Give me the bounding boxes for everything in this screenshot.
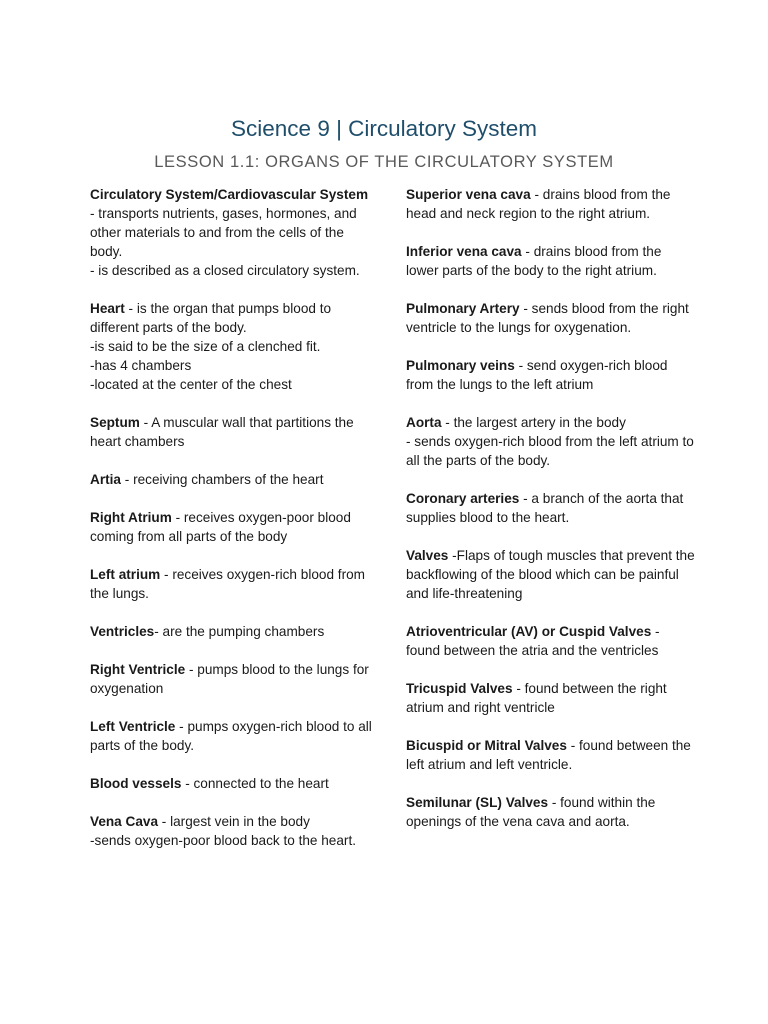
entry-definition-line: [406, 679, 696, 717]
glossary-entry: [406, 736, 696, 774]
entry-term: Septum: [90, 415, 140, 430]
entry-term: Vena Cava: [90, 814, 159, 829]
entry-definition: - receiving chambers of the heart: [120, 472, 324, 487]
right-column: [406, 185, 696, 850]
page-title: Science 9 | Circulatory System: [231, 116, 537, 141]
entry-definition-line: [90, 470, 372, 489]
entry-definition: - found between the atria and the ventricles: [406, 624, 660, 658]
entry-note: -is said to be the size of a clenched fit.: [90, 339, 321, 354]
entry-definition-line: [406, 546, 696, 603]
entry-term: Right Ventricle: [90, 662, 186, 677]
entry-definition: - found between the left atrium and left ventricle.: [406, 738, 691, 772]
entry-definition: - receives oxygen-rich blood from the lungs.: [90, 567, 365, 601]
entry-definition-line: [406, 185, 696, 223]
entry-definition: - A muscular wall that partitions the heart chambers: [90, 415, 354, 449]
entry-term: Semilunar (SL) Valves: [406, 795, 549, 810]
entry-definition-line: [406, 622, 696, 660]
glossary-entry: [90, 717, 372, 755]
entry-note: -has 4 chambers: [90, 358, 192, 373]
entry-definition: - found within the openings of the vena cava and aorta.: [406, 795, 656, 829]
entry-definition: - transports nutrients, gases, hormones, and other materials to and from the cells of the body.: [90, 206, 357, 259]
entry-note: -sends oxygen-poor blood back to the heart.: [90, 833, 357, 848]
entry-term: Inferior vena cava: [406, 244, 522, 259]
entry-definition: - largest vein in the body: [158, 814, 310, 829]
entry-definition-line: [406, 736, 696, 774]
entry-definition: - found between the right atrium and right ventricle: [406, 681, 667, 715]
entry-term: Valves: [406, 548, 449, 563]
glossary-entry: [406, 622, 696, 660]
entry-definition-line: [90, 717, 372, 755]
entry-definition-line: [90, 413, 372, 451]
entry-definition: -Flaps of tough muscles that prevent the backflowing of the blood which can be painful and life-threatening: [406, 548, 695, 601]
entry-term: Bicuspid or Mitral Valves: [406, 738, 567, 753]
entry-definition: - sends blood from the right ventricle to the lungs for oxygenation.: [406, 301, 689, 335]
entry-definition: - the largest artery in the body: [441, 415, 626, 430]
entry-definition-line: [406, 793, 696, 831]
entry-definition-line: [406, 356, 696, 394]
glossary-entry: [406, 793, 696, 831]
entry-definition: - are the pumping chambers: [154, 624, 325, 639]
entry-term: Left atrium: [90, 567, 161, 582]
entry-term: Tricuspid Valves: [406, 681, 513, 696]
left-column: [90, 185, 372, 869]
lesson-subtitle: LESSON 1.1: ORGANS OF THE CIRCULATORY SYSTEM: [154, 153, 614, 171]
entry-definition-line: [406, 242, 696, 280]
entry-definition: - drains blood from the lower parts of the body to the right atrium.: [406, 244, 662, 278]
entry-definition-line: [90, 299, 372, 337]
entry-term: Artia: [90, 472, 121, 487]
glossary-entry: [406, 546, 696, 603]
glossary-entry: [90, 470, 372, 489]
glossary-entry: [90, 413, 372, 451]
entry-term: Left Ventricle: [90, 719, 176, 734]
glossary-entry: [90, 622, 372, 641]
entry-definition-line: [90, 622, 372, 641]
entry-definition: - pumps blood to the lungs for oxygenation: [90, 662, 369, 696]
entry-note: - is described as a closed circulatory system.: [90, 263, 360, 278]
entry-term: Ventricles: [90, 624, 155, 639]
entry-definition: - a branch of the aorta that supplies blood to the heart.: [406, 491, 684, 525]
glossary-entry: [406, 489, 696, 527]
entry-definition: - drains blood from the head and neck region to the right atrium.: [406, 187, 671, 221]
glossary-entry: [90, 508, 372, 546]
glossary-entry: [90, 774, 372, 793]
entry-term: Atrioventricular (AV) or Cuspid Valves: [406, 624, 652, 639]
glossary-entry: [90, 565, 372, 603]
entry-term: Heart: [90, 301, 125, 316]
glossary-entry: [406, 679, 696, 717]
entry-term: Right Atrium: [90, 510, 172, 525]
entry-definition-line: [90, 565, 372, 603]
entry-term: Circulatory System/Cardiovascular System: [90, 187, 369, 202]
entry-definition-line: [406, 489, 696, 527]
entry-term: Aorta: [406, 415, 442, 430]
glossary-entry: [90, 299, 372, 394]
entry-definition-line: [406, 299, 696, 337]
entry-definition: - connected to the heart: [181, 776, 329, 791]
entry-definition-line: [90, 660, 372, 698]
glossary-entry: [90, 660, 372, 698]
entry-term: Pulmonary Artery: [406, 301, 520, 316]
entry-definition-line: [406, 413, 696, 432]
glossary-entry: [406, 356, 696, 394]
glossary-entry: [406, 299, 696, 337]
entry-definition-line: [90, 774, 372, 793]
glossary-entry: [406, 242, 696, 280]
entry-definition: - receives oxygen-poor blood coming from all parts of the body: [90, 510, 351, 544]
entry-definition: - is the organ that pumps blood to different parts of the body.: [90, 301, 332, 335]
entry-term: Blood vessels: [90, 776, 182, 791]
entry-definition: - send oxygen-rich blood from the lungs to the left atrium: [406, 358, 668, 392]
glossary-entry: [90, 185, 372, 280]
entry-definition-line: [90, 812, 372, 831]
glossary-entry: [406, 185, 696, 223]
entry-note: - sends oxygen-rich blood from the left atrium to all the parts of the body.: [406, 434, 694, 468]
entry-definition-line: [90, 508, 372, 546]
entry-term: Coronary arteries: [406, 491, 520, 506]
entry-definition: - pumps oxygen-rich blood to all parts of the body.: [90, 719, 372, 753]
glossary-entry: [90, 812, 372, 850]
entry-term: Superior vena cava: [406, 187, 531, 202]
glossary-entry: [406, 413, 696, 470]
entry-note: -located at the center of the chest: [90, 377, 292, 392]
entry-definition-line: [90, 185, 372, 261]
entry-term: Pulmonary veins: [406, 358, 515, 373]
